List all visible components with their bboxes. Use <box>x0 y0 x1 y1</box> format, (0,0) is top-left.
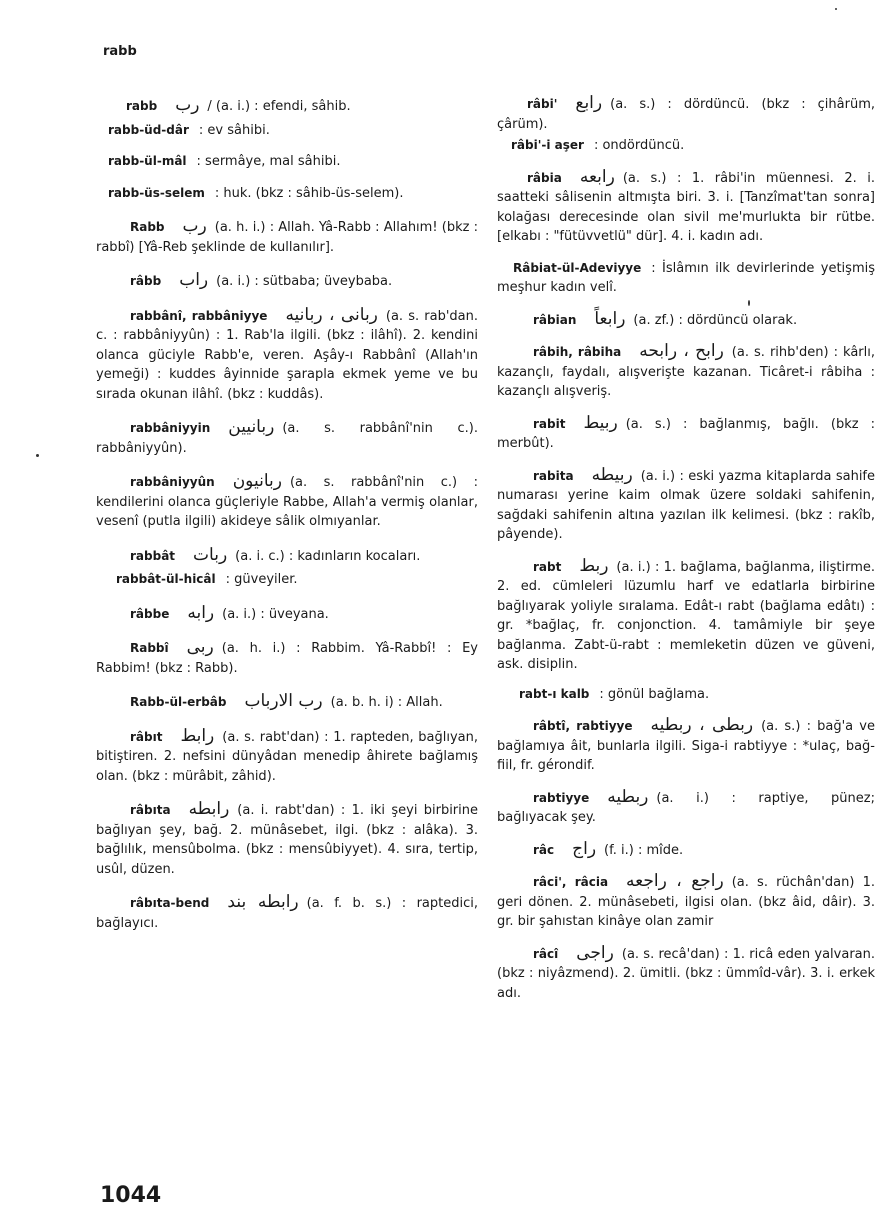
dictionary-entry <box>497 788 875 828</box>
entry-definition: : huk. (bkz : sâhib-üs-selem). <box>214 185 404 201</box>
print-speck <box>835 8 837 10</box>
entry-arabic: رب <box>182 216 207 236</box>
entry-headword: rabb-üd-dâr <box>108 122 189 137</box>
entry-definition: (a. zf.) : dördüncü olarak. <box>633 312 798 328</box>
entry-definition: (a. s. rabt'dan) : 1. rapteden, bağlıyan, bitiştiren. 2. nefsini dünyâdan menedip âhirete bağlamış olan. (bkz : mürâbit, zâhid). <box>96 729 478 784</box>
entry-headword: rabbâniyyûn <box>130 475 215 489</box>
entry-definition: (a. s. rüchân'dan) 1. geri dönen. 2. münâsebeti, ilgisi olan. (bkz âid, dâir). 3. gr. bir şahıstan kinâye olan zamir <box>497 875 875 929</box>
dictionary-entry <box>497 716 875 776</box>
entry-definition: : gönül bağlama. <box>599 686 710 702</box>
entry-definition: (a. i.) : üveyana. <box>222 606 329 622</box>
dictionary-entry <box>96 893 478 933</box>
entry-headword: Rabbî <box>130 641 169 655</box>
entry-definition: (a. s. recâ'dan) : 1. ricâ eden yalvaran. (bkz : niyâzmend). 2. ümitli. (bkz : ümmîd-vâr). 3. i. erkek adı. <box>497 946 875 1001</box>
entry-definition: : ev sâhibi. <box>198 122 270 138</box>
dictionary-entry <box>497 136 875 156</box>
entry-arabic: ربانیین <box>228 417 275 437</box>
entry-headword: râbb <box>130 274 162 288</box>
dictionary-entry <box>497 466 875 545</box>
entry-definition: (a. i. c.) : kadınların kocaları. <box>235 548 421 564</box>
entry-headword: Râbiat-ül-Adeviyye <box>513 260 642 275</box>
entry-definition: (a. i.) : eski yazma kitaplarda sahife numarası yerine kaim olmak üzere soldaki sahifenin, sağdaki sahifenin altına yazılan ilk kelimesi. (bkz : rakîb, pâyende). <box>497 468 875 542</box>
entry-headword: râbıt <box>130 729 163 744</box>
dictionary-entry <box>96 271 478 292</box>
dictionary-entry <box>497 342 875 402</box>
entry-arabic: راج <box>572 838 597 859</box>
entry-arabic: رب الارباب <box>244 691 323 711</box>
dictionary-entry <box>96 96 478 117</box>
entry-definition: (a. i.) : 1. bağlama, bağlanma, iliştirme. 2. ed. cümleleri lüzumlu harf ve edatlarla birbirine bağlıyarak yoliyle sıralama. Edât-ı rabt (bağlama edâtı) : gr. *bağlaç, fr. conjonction. 4. tamâmiyle bir şeye bağlanma. Zabt-ü-rabt : memleketin düzen ve güveni, ask. disiplin. <box>497 559 875 672</box>
entry-arabic: ربطیه <box>607 786 649 807</box>
entry-headword: rabbât-ül-hicâl <box>116 572 216 586</box>
entry-headword: Rabb-ül-erbâb <box>130 695 227 709</box>
entry-arabic: ربيطه <box>591 464 633 485</box>
entry-arabic: رابطه <box>188 799 230 819</box>
entry-arabic: راب <box>179 270 209 290</box>
entry-definition: : İslâmın ilk devirlerinde yetişmiş meşhur kadın velî. <box>497 260 875 295</box>
dictionary-entry <box>497 685 875 705</box>
entry-arabic: رابطه بند <box>227 892 299 912</box>
entry-headword: râci', râcia <box>533 875 609 889</box>
entry-headword: rabit <box>533 416 566 431</box>
dictionary-entry <box>96 546 478 567</box>
dictionary-entry <box>96 692 478 713</box>
dictionary-entry <box>497 872 875 932</box>
entry-definition: (a. s. rabbânî'nin c.) : kendilerini olanca güçleriyle Rabbe, Allah'a vermiş olanlar, vesenî (putla ilgili) akideye sâlik olmıyanlar. <box>96 475 478 529</box>
page-number: 1044 <box>100 1183 162 1208</box>
dictionary-entry <box>497 310 875 331</box>
entry-definition: : güveyiler. <box>225 572 298 587</box>
entry-definition: (a. s.) : bağlanmış, bağlı. (bkz : merbût). <box>497 416 875 451</box>
entry-definition: : ondördüncü. <box>593 138 685 153</box>
entry-headword: Rabb <box>130 220 165 234</box>
entry-definition: (a. h. i.) : Allah. Yâ-Rabb : Allahım! (bkz : rabbî) [Yâ-Reb şeklinde de kullanılır]. <box>96 220 478 255</box>
entry-definition: (a. s.) : 1. râbi'in müennesi. 2. i. saatteki sâlisenin altmışta biri. 3. i. [Tanzîmat'tan sonra] kolağası derecesinde olan sivil me'murlukta bir rütbe. [elkabı : "fütüvvetlü" dür]. 4. i. kadın adı. <box>497 170 875 244</box>
entry-arabic: رابعاً <box>594 308 626 329</box>
dictionary-entry <box>96 727 478 787</box>
left-column <box>96 96 478 933</box>
dictionary-entry <box>96 217 478 257</box>
entry-headword: rabb-ül-mâl <box>108 154 187 168</box>
entry-definition: (a. s. rabbânî'nin c.). rabbâniyyûn). <box>96 421 478 456</box>
dictionary-entry <box>497 557 875 675</box>
dictionary-entry <box>96 638 478 678</box>
entry-arabic: ربيط <box>583 412 618 433</box>
print-speck <box>36 454 39 457</box>
dictionary-entry <box>497 94 875 134</box>
dictionary-entry <box>96 152 478 172</box>
entry-arabic: رابح ، رابحه <box>639 341 724 361</box>
running-head: rabb <box>103 44 137 59</box>
entry-arabic: ربطی ، ربطیه <box>650 715 754 735</box>
dictionary-entry <box>497 259 875 298</box>
entry-arabic: رب <box>175 95 200 115</box>
entry-headword: râc <box>533 842 555 857</box>
entry-headword: rabt <box>533 559 562 574</box>
entry-arabic: راجی <box>576 942 614 963</box>
entry-headword: râbian <box>533 312 577 327</box>
entry-arabic: راجع ، راجعه <box>626 871 724 891</box>
entry-definition: : sermâye, mal sâhibi. <box>196 154 341 169</box>
entry-definition: (a. b. h. i) : Allah. <box>330 695 443 710</box>
dictionary-entry <box>497 840 875 861</box>
entry-headword: râcî <box>533 946 559 961</box>
entry-headword: rabt-ı kalb <box>519 686 590 701</box>
entry-definition: (a. h. i.) : Rabbim. Yâ-Rabbî! : Ey Rabbim! (bkz : Rabb). <box>96 641 478 676</box>
dictionary-entry <box>96 418 478 458</box>
entry-headword: rabb-üs-selem <box>108 185 205 200</box>
entry-definition: (a. s. rab'dan. c. : rabbâniyyûn) : 1. Rab'la ilgili. (bkz : ilâhî). 2. kendini olanca güciyle Rabb'e, veren. Aşây-ı Rabbânî (Allah'ın yemeği) : kuddes âyinnide şarapla ekmek yeme ve bu sırada okunan ilâhî. (bkz : kuddâs). <box>96 308 478 402</box>
entry-headword: rabbât <box>130 548 176 563</box>
entry-arabic: رابع <box>575 93 603 113</box>
entry-headword: râbıta <box>130 803 171 817</box>
entry-headword: râbtî, rabtiyye <box>533 719 633 733</box>
entry-headword: râbıta-bend <box>130 896 210 910</box>
entry-arabic: ربانی ، ربانیه <box>285 304 378 325</box>
entry-definition: (a. s.) : dördüncü. (bkz : çihârüm, çârüm). <box>497 97 875 132</box>
entry-headword: rabita <box>533 468 574 483</box>
entry-headword: rabtiyye <box>533 790 590 805</box>
entry-headword: râbia <box>527 170 562 185</box>
entry-headword: rabbânî, rabbâniyye <box>130 308 268 323</box>
entry-definition: (a. i.) : sütbaba; üveybaba. <box>216 274 393 289</box>
dictionary-entry <box>96 800 478 879</box>
entry-definition: (a. i. rabt'dan) : 1. iki şeyi birbirine bağlıyan şey, bağ. 2. münâsebet, ilgi. (bkz : alâka). 3. bağlılık, mensûbolma. (bkz : mensûbiyyet). 4. sıra, tertip, usûl, düzen. <box>96 803 478 877</box>
entry-arabic: رابه <box>187 602 215 623</box>
dictionary-entry <box>96 121 478 141</box>
dictionary-entry <box>96 570 478 590</box>
entry-headword: râbi'-i aşer <box>511 138 584 152</box>
dictionary-entry <box>497 414 875 454</box>
dictionary-entry <box>96 306 478 405</box>
entry-arabic: ربی <box>186 637 214 657</box>
entry-arabic: ربات <box>193 544 228 565</box>
entry-headword: râbi' <box>527 97 558 111</box>
right-column <box>497 94 875 1003</box>
dictionary-entry <box>96 472 478 532</box>
entry-definition: / (a. i.) : efendi, sâhib. <box>207 99 351 114</box>
print-speck <box>748 300 750 306</box>
dictionary-entry <box>497 944 875 1004</box>
entry-headword: râbih, râbiha <box>533 345 622 359</box>
entry-definition: (a. f. b. s.) : raptedici, bağlayıcı. <box>96 896 478 931</box>
dictionary-entry <box>96 604 478 625</box>
dictionary-entry <box>497 168 875 247</box>
entry-arabic: رابعه <box>579 166 615 187</box>
entry-arabic: رابط <box>180 725 215 746</box>
entry-definition: (a. i.) : raptiye, pünez; bağlıyacak şey. <box>497 790 875 825</box>
entry-definition: (f. i.) : mîde. <box>604 842 684 858</box>
entry-arabic: ربط <box>579 555 609 576</box>
entry-definition: (a. s. rihb'den) : kârlı, kazançlı, faydalı, alışverişte kazanan. Ticâret-i râbiha : kazançlı alışveriş. <box>497 345 875 399</box>
entry-headword: râbbe <box>130 606 170 621</box>
dictionary-entry <box>96 184 478 204</box>
entry-headword: rabbâniyyin <box>130 421 211 435</box>
entry-headword: rabb <box>126 99 158 113</box>
entry-definition: (a. s.) : bağ'a ve bağlamıya âit, bunlarla ilgili. Siga-i rabtiyye : *ulaç, bağ-fiil, fr. gérondif. <box>497 719 875 773</box>
entry-arabic: ربانیون <box>232 471 282 491</box>
